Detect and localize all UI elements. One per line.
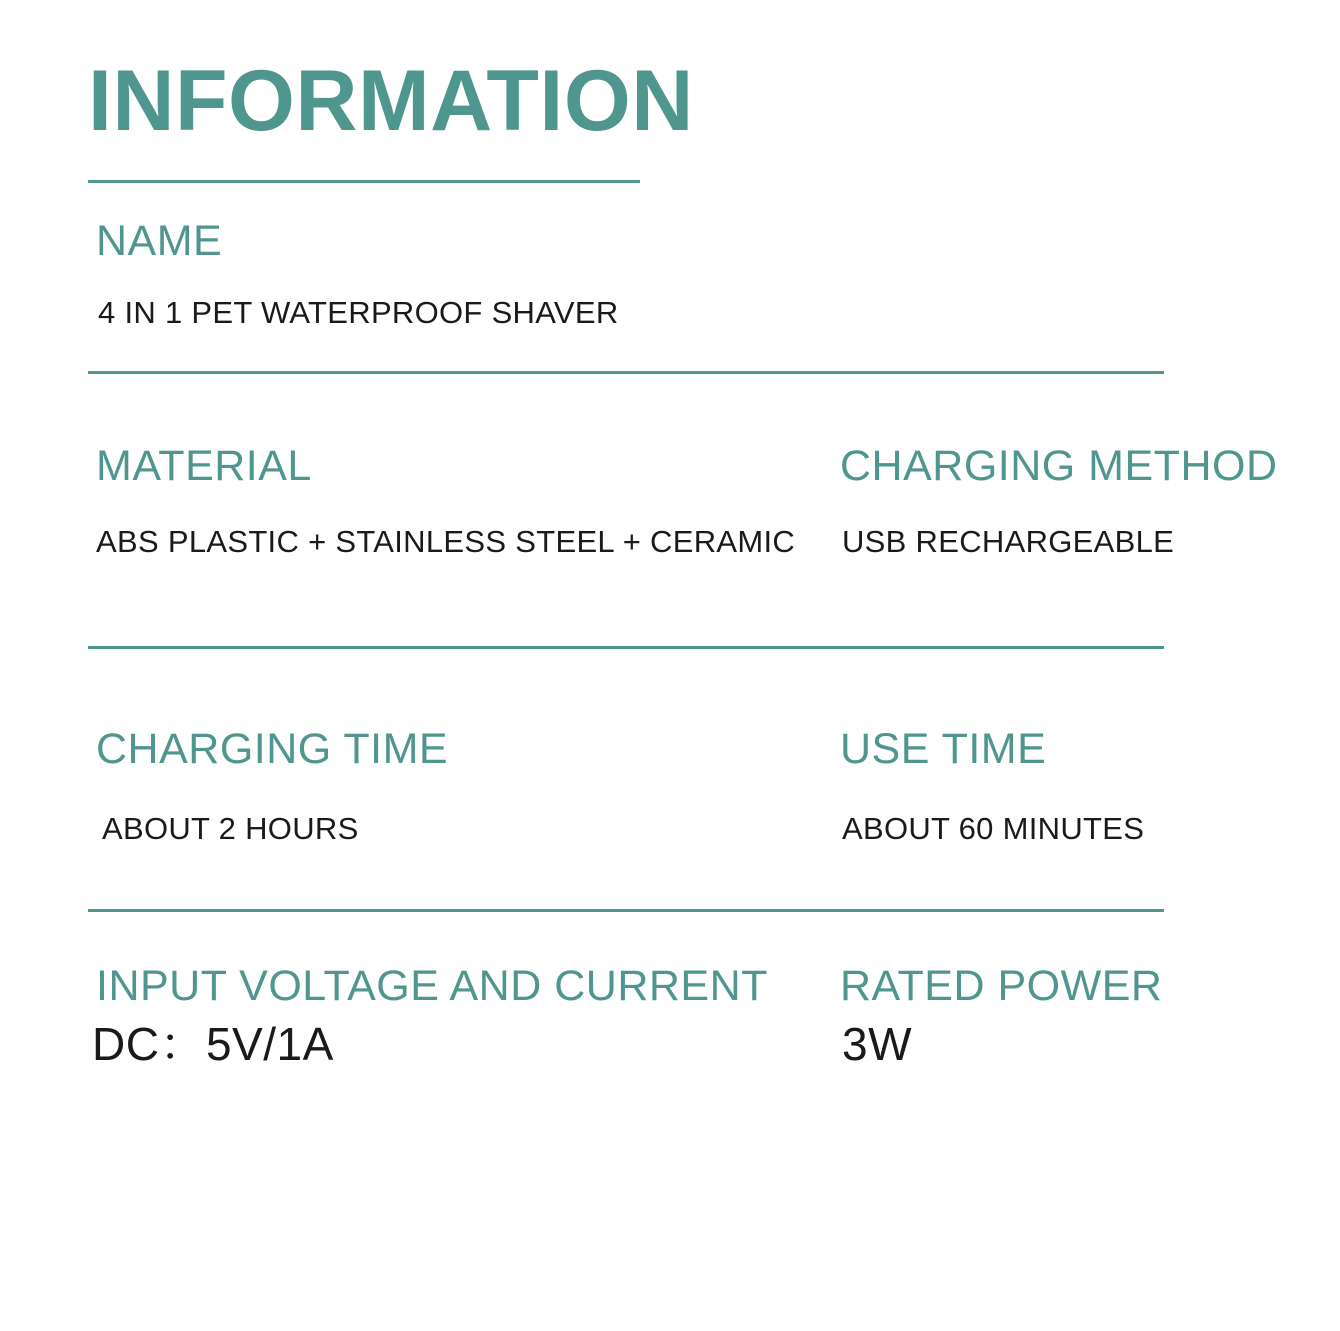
page-title: INFORMATION — [88, 53, 694, 149]
charging-method-value: USB RECHARGEABLE — [842, 524, 1175, 560]
material-value: ABS PLASTIC + STAINLESS STEEL + CERAMIC — [96, 524, 796, 560]
use-time-cell — [840, 724, 1252, 847]
use-time-label: USE TIME — [840, 724, 1047, 773]
rated-power-label: RATED POWER — [840, 961, 1163, 1010]
rated-power-cell — [840, 961, 1252, 1072]
spec-row-time — [88, 649, 1252, 909]
spec-row-material — [88, 374, 1278, 645]
material-label: MATERIAL — [96, 442, 312, 491]
input-voltage-cell — [88, 961, 840, 1072]
material-cell — [88, 444, 840, 560]
input-voltage-value: DC：5V/1A — [92, 1018, 334, 1071]
input-voltage-label: INPUT VOLTAGE AND CURRENT — [96, 961, 768, 1010]
charging-method-cell — [840, 444, 1278, 560]
use-time-value: ABOUT 60 MINUTES — [842, 810, 1145, 846]
name-label: NAME — [96, 217, 223, 265]
rated-power-value: 3W — [842, 1018, 912, 1071]
charging-method-label: CHARGING METHOD — [840, 442, 1278, 491]
name-value: 4 IN 1 PET WATERPROOF SHAVER — [98, 295, 619, 331]
spec-row-power — [88, 912, 1252, 1072]
charging-time-value: ABOUT 2 HOURS — [102, 810, 359, 846]
charging-time-label: CHARGING TIME — [96, 724, 449, 773]
charging-time-cell — [88, 724, 840, 847]
spec-row-name — [88, 183, 1252, 371]
